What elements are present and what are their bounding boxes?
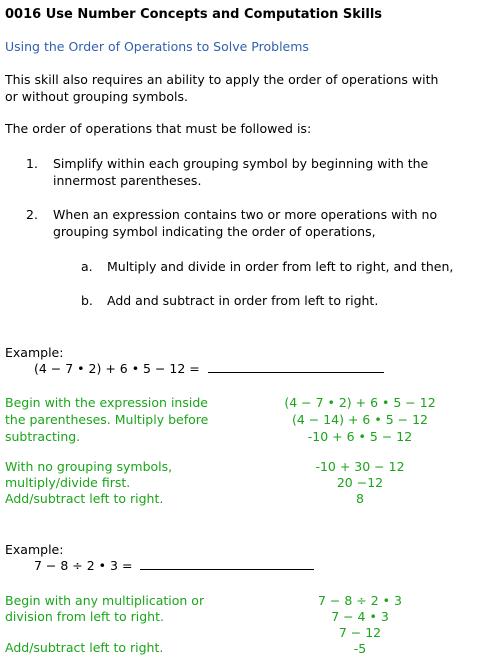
example-1-work-step-3: -10 + 6 • 5 − 12 bbox=[307, 429, 413, 444]
example-1-answer-blank bbox=[208, 361, 384, 373]
example-1-explanation-1-line-3: subtracting. bbox=[5, 429, 81, 444]
example-1-work-step-1: (4 − 7 • 2) + 6 • 5 − 12 bbox=[284, 395, 436, 410]
step-2-line-2: grouping symbol indicating the order of operations, bbox=[53, 224, 376, 239]
example-1-explanation-2-line-3: Add/subtract left to right. bbox=[5, 491, 164, 506]
example-2-label: Example: bbox=[5, 542, 64, 557]
example-1-label: Example: bbox=[5, 345, 64, 360]
intro-line-2: or without grouping symbols. bbox=[5, 89, 188, 104]
example-1-work-step-5: 20 −12 bbox=[336, 475, 384, 490]
example-1-explanation-1-line-2: the parentheses. Multiply before bbox=[5, 412, 209, 427]
step-1-line-1: Simplify within each grouping symbol by beginning with the bbox=[53, 156, 429, 171]
example-1-work-step-4: -10 + 30 − 12 bbox=[315, 459, 405, 474]
example-2-work-step-1: 7 − 8 ÷ 2 • 3 bbox=[318, 593, 402, 608]
intro-line-1: This skill also requires an ability to apply the order of operations with bbox=[5, 72, 439, 87]
example-1-work-step-6: 8 bbox=[356, 491, 364, 506]
example-2-work-step-3: 7 − 12 bbox=[338, 625, 382, 640]
page-title: 0016 Use Number Concepts and Computation Skills bbox=[5, 7, 383, 22]
example-2-work-step-4: -5 bbox=[353, 641, 367, 656]
example-2-work-step-2: 7 − 4 • 3 bbox=[331, 609, 389, 624]
section-subtitle: Using the Order of Operations to Solve Problems bbox=[5, 39, 309, 54]
substep-b-letter: b. bbox=[81, 293, 93, 308]
example-1-work-step-2: (4 − 14) + 6 • 5 − 12 bbox=[291, 412, 428, 427]
step-2-line-1: When an expression contains two or more operations with no bbox=[53, 207, 438, 222]
step-2-number: 2. bbox=[26, 207, 38, 222]
example-1-expression-text: (4 − 7 • 2) + 6 • 5 − 12 = bbox=[34, 361, 200, 376]
example-1-explanation-2-line-1: With no grouping symbols, bbox=[5, 459, 173, 474]
step-1-number: 1. bbox=[26, 156, 38, 171]
example-2-expression bbox=[34, 557, 314, 574]
example-2-expression-text: 7 − 8 ÷ 2 • 3 = bbox=[34, 558, 133, 573]
order-heading: The order of operations that must be followed is: bbox=[5, 121, 312, 136]
substep-b-text: Add and subtract in order from left to right. bbox=[107, 293, 379, 308]
example-2-explanation-1-line-1: Begin with any multiplication or bbox=[5, 593, 205, 608]
example-1-expression bbox=[34, 360, 384, 377]
step-1-line-2: innermost parentheses. bbox=[53, 173, 202, 188]
example-1-explanation-2-line-2: multiply/divide first. bbox=[5, 475, 131, 490]
example-1-explanation-1-line-1: Begin with the expression inside bbox=[5, 395, 208, 410]
substep-a-letter: a. bbox=[81, 259, 93, 274]
example-2-explanation-1-line-2: division from left to right. bbox=[5, 609, 164, 624]
example-2-explanation-2-line-1: Add/subtract left to right. bbox=[5, 640, 164, 655]
substep-a-text: Multiply and divide in order from left to right, and then, bbox=[107, 259, 454, 274]
example-2-answer-blank bbox=[140, 558, 314, 570]
